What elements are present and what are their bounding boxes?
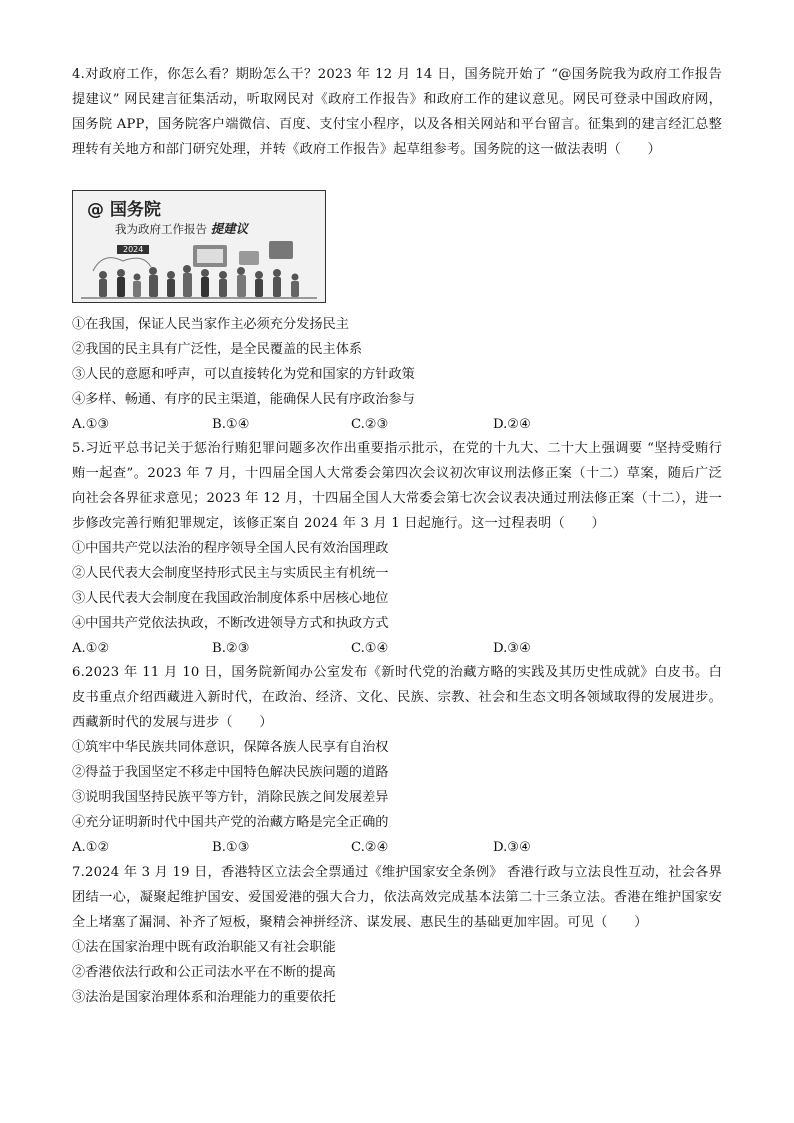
question-7 bbox=[72, 860, 722, 1010]
option-item: ①筑牢中华民族共同体意识，保障各族人民享有自治权 bbox=[72, 740, 389, 755]
question-4-stem: 4.对政府工作，你怎么看？期盼怎么干？2023 年 12 月 14 日，国务院开始了 “@国务院我为政府工作报告提建议” 网民建言征集活动，听取网民对《政府工作报告》和政府工作的建议意见。网民可登录中国政府网，国务院 APP，国务院客户端微信、百度、支付宝小程序，以及各相关网站和平台留言。征集到的建言经汇总整理转有关地方和部门研究处理，并转《政府工作报告》起草组参考。国务院的这一做法表明（ ） bbox=[72, 67, 722, 157]
option-item: ②香港依法行政和公正司法水平在不断的提高 bbox=[72, 965, 336, 980]
option-item: ③说明我国坚持民族平等方针，消除民族之间发展差异 bbox=[72, 790, 389, 805]
question-6-stem: 6.2023 年 11 月 10 日，国务院新闻办公室发布《新时代党的治藏方略的实践及其历史性成就》白皮书。白皮书重点介绍西藏进入新时代，在政治、经济、文化、民族、宗教、社会和生态文明各领域取得的发展进步。西藏新时代的发展与进步（ ） bbox=[72, 665, 722, 730]
option-item: ②得益于我国坚定不移走中国特色解决民族问题的道路 bbox=[72, 765, 389, 780]
option-item: ④充分证明新时代中国共产党的治藏方略是完全正确的 bbox=[72, 815, 389, 830]
choice-a[interactable]: A.①③ bbox=[72, 417, 110, 432]
option-item: ①在我国，保证人民当家作主必须充分发扬民主 bbox=[72, 317, 349, 332]
figure-subtitle-text: 我为政府工作报告 bbox=[115, 222, 207, 236]
option-item: ④中国共产党依法执政，不断改进领导方式和执政方式 bbox=[72, 616, 389, 631]
choice-b[interactable]: B.①④ bbox=[212, 417, 250, 432]
option-item: ①中国共产党以法治的程序领导全国人民有效治国理政 bbox=[72, 541, 389, 556]
question-4-figure bbox=[72, 190, 326, 303]
figure-subtitle-bold: 提建议 bbox=[210, 221, 249, 236]
choice-c[interactable]: C.②③ bbox=[351, 417, 389, 432]
crowd-illustration bbox=[73, 231, 325, 303]
option-item: ②人民代表大会制度坚持形式民主与实质民主有机统一 bbox=[72, 566, 389, 581]
option-item: ③人民的意愿和呼声，可以直接转化为党和国家的方针政策 bbox=[72, 367, 415, 382]
choice-d[interactable]: D.③④ bbox=[493, 840, 531, 855]
choice-d[interactable]: D.③④ bbox=[493, 641, 531, 656]
question-7-stem: 7.2024 年 3 月 19 日，香港特区立法会全票通过《维护国家安全条例》 香港行政与立法良性互动，社会各界团结一心，凝聚起维护国安、爱国爱港的强大合力，依法高效完成基本法第二十三条立法。香港在维护国家安全上堵塞了漏洞、补齐了短板，聚精会神拼经济、谋发展、惠民生的基础更加牢固。可见（ ） bbox=[72, 865, 722, 930]
figure-title: @ 国务院 bbox=[87, 200, 161, 220]
answer-choices bbox=[72, 636, 722, 661]
question-4 bbox=[72, 62, 722, 162]
choice-d[interactable]: D.②④ bbox=[493, 417, 531, 432]
question-4-options bbox=[72, 312, 722, 437]
choice-c[interactable]: C.②④ bbox=[351, 840, 389, 855]
option-item: ①法在国家治理中既有政治职能又有社会职能 bbox=[72, 940, 336, 955]
option-item: ④多样、畅通、有序的民主渠道，能确保人民有序政治参与 bbox=[72, 392, 415, 407]
answer-choices bbox=[72, 412, 722, 437]
choice-c[interactable]: C.①④ bbox=[351, 641, 389, 656]
figure-subtitle bbox=[115, 219, 248, 237]
question-6 bbox=[72, 660, 722, 860]
choice-a[interactable]: A.①② bbox=[72, 840, 110, 855]
choice-a[interactable]: A.①② bbox=[72, 641, 110, 656]
answer-choices bbox=[72, 835, 722, 860]
option-item: ②我国的民主具有广泛性，是全民覆盖的民主体系 bbox=[72, 342, 363, 357]
choice-b[interactable]: B.②③ bbox=[212, 641, 250, 656]
choice-b[interactable]: B.①③ bbox=[212, 840, 250, 855]
option-item: ③人民代表大会制度在我国政治制度体系中居核心地位 bbox=[72, 591, 389, 606]
question-5-stem: 5.习近平总书记关于惩治行贿犯罪问题多次作出重要指示批示，在党的十九大、二十大上强调要 “坚持受贿行贿一起查”。2023 年 7 月，十四届全国人大常委会第四次会议初次审议刑法修正案（十二）草案，随后广泛向社会各界征求意见；2023 年 12 月，十四届全国人大常委会第七次会议表决通过刑法修正案（十二），进一步修改完善行贿犯罪规定，该修正案自 2024 年 3 月 1 日起施行。这一过程表明（ ） bbox=[72, 441, 722, 531]
figure-year-badge: 2024 bbox=[117, 245, 149, 254]
question-5 bbox=[72, 436, 722, 661]
option-item: ③法治是国家治理体系和治理能力的重要依托 bbox=[72, 990, 336, 1005]
